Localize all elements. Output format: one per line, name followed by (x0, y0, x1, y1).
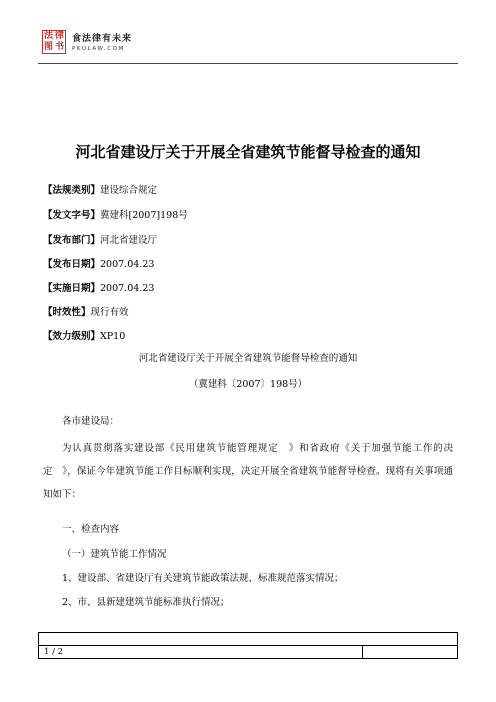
meta-key: 【发布日期】 (43, 259, 101, 270)
meta-level (43, 328, 125, 342)
brand-slogan: 食法律有未来 (72, 34, 133, 44)
body-paragraph: 为认真贯彻落实建设部《民用建筑节能管理规定 》和省政府《关于加强节能工作的决定 》，保证今年建筑节能工作目标顺利实现，决定开展全省建筑节能督导检查。现将有关事项通知如下： (43, 443, 453, 500)
meta-key: 【效力级别】 (43, 331, 101, 342)
meta-key: 【实施日期】 (43, 283, 101, 294)
salutation: 各市建设局： (62, 416, 120, 427)
meta-key: 【法规类别】 (43, 185, 101, 196)
meta-issuer (43, 232, 157, 246)
meta-value: 2007.04.23 (100, 259, 155, 270)
list-item: 1、建设部、省建设厅有关建筑节能政策法规、标准规范落实情况； (62, 573, 344, 584)
meta-value: XP10 (100, 331, 126, 342)
meta-category (43, 182, 157, 196)
document-subtitle: 河北省建设厅关于开展全省建筑节能督导检查的通知 (138, 353, 358, 364)
page-number: 1 / 2 (44, 647, 64, 657)
meta-effective-date (43, 280, 154, 294)
meta-publish-date (43, 256, 154, 270)
footer-divider (39, 645, 457, 646)
logo-char: 图 (43, 42, 53, 52)
logo-char: 书 (54, 42, 64, 52)
footer-column-divider (362, 645, 363, 658)
meta-value: 河北省建设厅 (100, 235, 158, 246)
section-heading: 一、检查内容 (62, 524, 120, 535)
meta-value: 冀建科[2007]198号 (100, 210, 188, 221)
subsection-heading: （一）建筑节能工作情况 (62, 549, 167, 560)
document-title: 河北省建设厅关于开展全省建筑节能督导检查的通知 (75, 143, 421, 161)
meta-key: 【发布部门】 (43, 235, 101, 246)
meta-key: 【发文字号】 (43, 210, 101, 221)
meta-validity (43, 304, 129, 318)
pkulaw-logo-seal (42, 30, 66, 54)
meta-value: 现行有效 (90, 307, 129, 318)
brand-url: PKULAW.COM (72, 46, 125, 52)
meta-key: 【时效性】 (43, 307, 91, 318)
logo-char: 律 (54, 31, 64, 41)
header-divider (38, 63, 458, 64)
logo-char: 法 (43, 31, 53, 41)
brand-text (72, 31, 132, 52)
document-number: （冀建科〔2007〕198号） (188, 379, 308, 390)
meta-value: 建设综合规定 (100, 185, 158, 196)
meta-value: 2007.04.23 (100, 283, 155, 294)
list-item: 2、市、县新建建筑节能标准执行情况； (62, 597, 230, 608)
page-footer (38, 632, 458, 659)
meta-doc-number (43, 207, 188, 221)
